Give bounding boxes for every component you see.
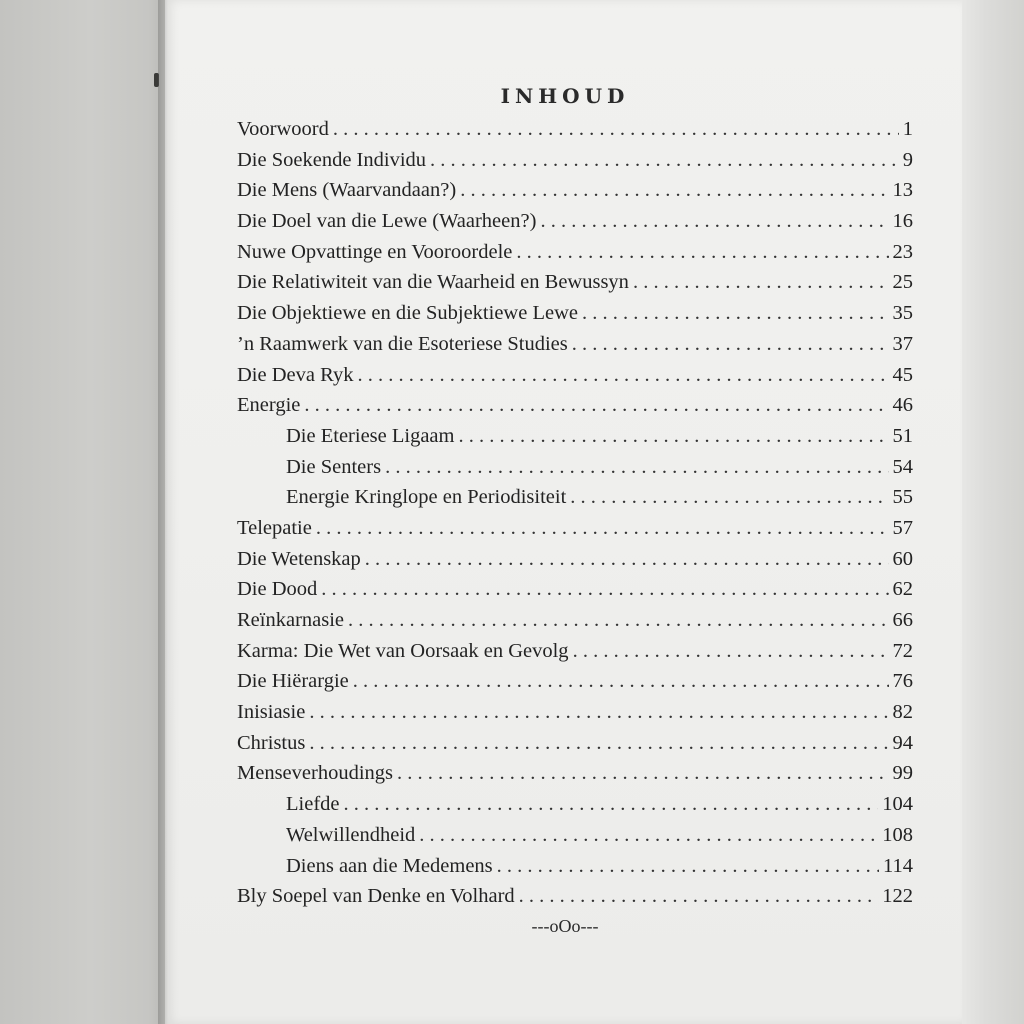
dot-leader xyxy=(573,636,889,667)
toc-entry-title: Die Objektiewe en die Subjektiewe Lewe xyxy=(237,302,578,325)
contents-page xyxy=(165,0,962,1024)
toc-entry-title: Karma: Die Wet van Oorsaak en Gevolg xyxy=(237,639,569,662)
toc-entry-title: Christus xyxy=(237,731,306,754)
page-title: INHOUD xyxy=(500,84,630,108)
toc-entry xyxy=(237,758,913,789)
toc-entry-title: Die Dood xyxy=(237,578,318,601)
toc-subentry xyxy=(237,820,913,851)
toc-entry-title: Liefde xyxy=(286,793,340,816)
toc-entry xyxy=(237,390,913,421)
dot-leader xyxy=(353,666,889,697)
toc-page-number: 122 xyxy=(882,885,913,908)
toc-entry xyxy=(237,114,913,145)
dot-leader xyxy=(540,206,888,237)
toc-entry-title: ’n Raamwerk van die Esoteriese Studies xyxy=(237,332,568,355)
toc-subentry xyxy=(237,851,913,882)
toc-entry-title: Energie xyxy=(237,394,301,417)
toc-entry-title: Nuwe Opvattinge en Vooroordele xyxy=(237,240,513,263)
dot-leader xyxy=(516,237,888,268)
toc-entry xyxy=(237,513,913,544)
toc-entry xyxy=(237,666,913,697)
toc-entry-title: Inisiasie xyxy=(237,701,306,724)
toc-entry-title: Die Deva Ryk xyxy=(237,363,354,386)
toc-entry xyxy=(237,175,913,206)
toc-entry-title: Die Hiërargie xyxy=(237,670,349,693)
toc-page-number: 108 xyxy=(882,823,913,846)
toc-entry xyxy=(237,206,913,237)
spine-shadow xyxy=(158,0,168,1024)
toc-page-number: 72 xyxy=(892,639,913,662)
toc-entry-title: Die Wetenskap xyxy=(237,547,361,570)
toc-entry xyxy=(237,298,913,329)
toc-page-number: 46 xyxy=(892,394,913,417)
toc-entry xyxy=(237,329,913,360)
dot-leader xyxy=(344,789,879,820)
toc-entry-title: Die Relatiwiteit van die Waarheid en Bewussyn xyxy=(237,271,629,294)
toc-entry-title: Voorwoord xyxy=(237,118,329,140)
toc-page-number: 99 xyxy=(892,762,913,785)
toc-page-number: 60 xyxy=(892,547,913,570)
toc-page-number: 82 xyxy=(892,701,913,724)
dot-leader xyxy=(348,605,888,636)
toc-subentry xyxy=(237,482,913,513)
toc-page-number: 54 xyxy=(892,455,913,478)
toc-page-number: 23 xyxy=(892,240,913,263)
toc-page-number: 94 xyxy=(892,731,913,754)
toc-entry xyxy=(237,636,913,667)
dot-leader xyxy=(397,758,888,789)
dot-leader xyxy=(460,175,888,206)
toc-entry-title: Die Soekende Individu xyxy=(237,148,427,171)
toc-entry xyxy=(237,360,913,391)
toc-entry xyxy=(237,697,913,728)
toc-entry-title: Die Senters xyxy=(286,455,382,478)
toc-page-number: 114 xyxy=(883,854,913,877)
toc-entry-title: Reïnkarnasie xyxy=(237,609,345,631)
table-of-contents xyxy=(237,114,913,912)
toc-page-number: 57 xyxy=(892,516,913,539)
toc-entry-title: Telepatie xyxy=(237,516,312,539)
dot-leader xyxy=(316,513,889,544)
toc-entry xyxy=(237,267,913,298)
dot-leader xyxy=(519,881,879,912)
toc-page-number: 1 xyxy=(902,118,913,140)
dot-leader xyxy=(304,390,888,421)
toc-entry xyxy=(237,574,913,605)
toc-page-number: 35 xyxy=(892,302,913,325)
end-ornament: ---oOo--- xyxy=(531,916,599,936)
toc-page-number: 104 xyxy=(882,793,913,816)
dot-leader xyxy=(419,820,878,851)
toc-entry-title: Die Eteriese Ligaam xyxy=(286,424,455,447)
toc-page-number: 55 xyxy=(892,486,913,509)
toc-subentry xyxy=(237,421,913,452)
toc-entry-title: Diens aan die Medemens xyxy=(286,854,493,877)
dot-leader xyxy=(333,114,899,145)
toc-entry xyxy=(237,544,913,575)
toc-page-number: 45 xyxy=(892,363,913,386)
toc-entry-title: Welwillendheid xyxy=(286,823,416,846)
toc-page-number: 62 xyxy=(892,578,913,601)
toc-entry xyxy=(237,881,913,912)
toc-entry xyxy=(237,728,913,759)
toc-entry xyxy=(237,605,913,636)
toc-page-number: 76 xyxy=(892,670,913,693)
dot-leader xyxy=(385,452,888,483)
toc-entry-title: Menseverhoudings xyxy=(237,762,394,785)
toc-entry-title: Die Mens (Waarvandaan?) xyxy=(237,179,457,202)
dot-leader xyxy=(309,728,888,759)
toc-entry xyxy=(237,237,913,268)
toc-entry-title: Energie Kringlope en Periodisiteit xyxy=(286,486,567,509)
toc-entry xyxy=(237,145,913,176)
dot-leader xyxy=(365,544,889,575)
toc-page-number: 37 xyxy=(892,332,913,355)
dot-leader xyxy=(458,421,888,452)
toc-subentry xyxy=(237,789,913,820)
toc-page-number: 51 xyxy=(892,424,913,447)
toc-entry-title: Bly Soepel van Denke en Volhard xyxy=(237,885,515,908)
toc-page-number: 66 xyxy=(892,609,913,631)
toc-page-number: 25 xyxy=(892,271,913,294)
dot-leader xyxy=(497,851,879,882)
dot-leader xyxy=(633,267,889,298)
dot-leader xyxy=(572,329,889,360)
toc-page-number: 13 xyxy=(892,179,913,202)
dot-leader xyxy=(430,145,899,176)
dot-leader xyxy=(570,482,888,513)
dot-leader xyxy=(309,697,888,728)
toc-entry-title: Die Doel van die Lewe (Waarheen?) xyxy=(237,210,537,233)
toc-subentry xyxy=(237,452,913,483)
dot-leader xyxy=(582,298,889,329)
toc-page-number: 16 xyxy=(892,210,913,233)
dot-leader xyxy=(321,574,888,605)
toc-page-number: 9 xyxy=(902,148,913,171)
page-edge xyxy=(960,0,1024,1024)
dot-leader xyxy=(357,360,888,391)
left-page xyxy=(0,0,165,1024)
